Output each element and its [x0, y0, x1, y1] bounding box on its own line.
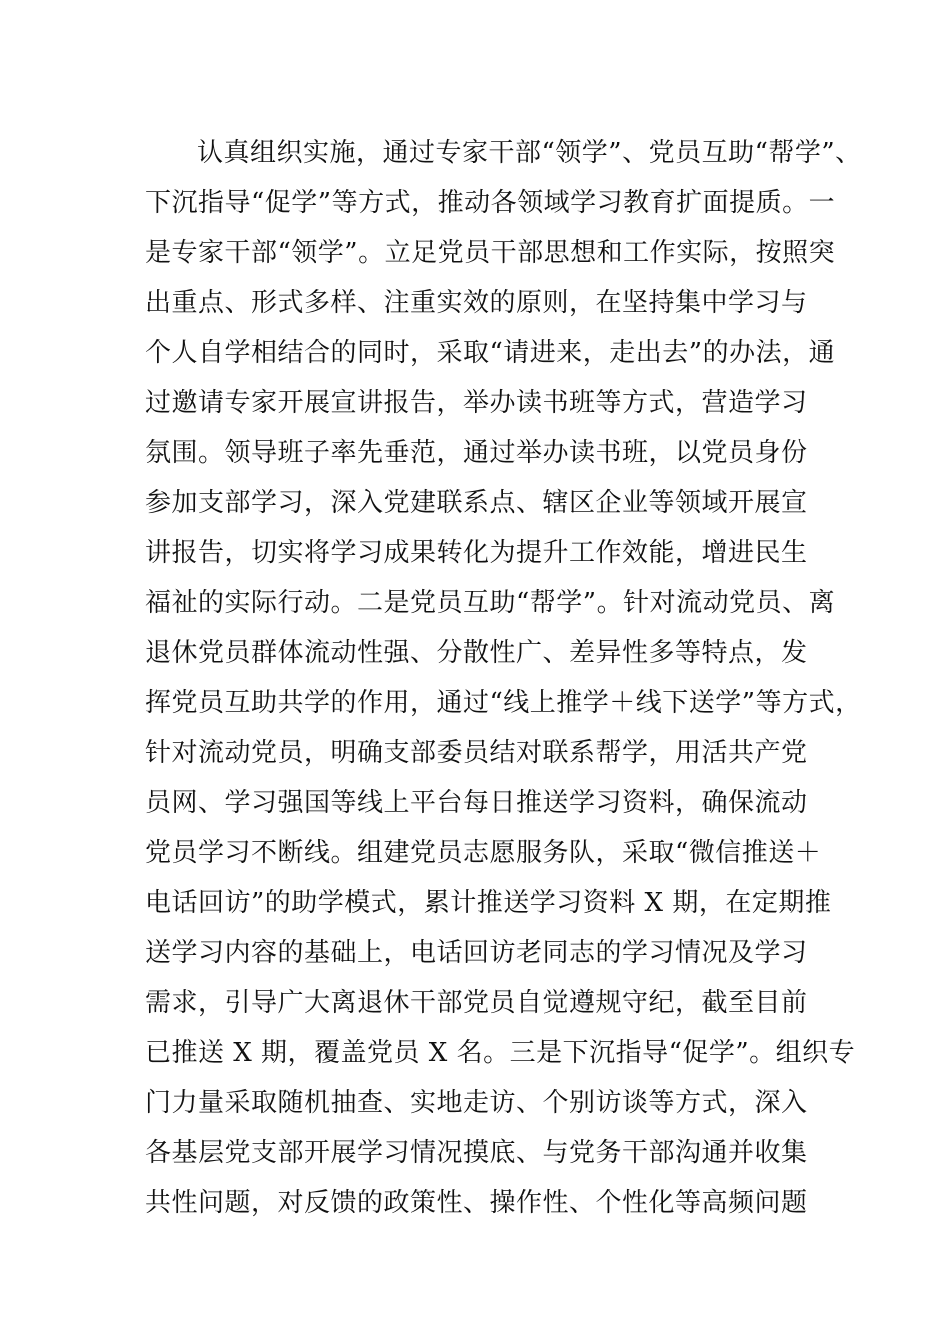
text-line: 党员学习不断线。组建党员志愿服务队，采取“微信推送＋	[145, 838, 822, 868]
text-line: 针对流动党员，明确支部委员结对联系帮学，用活共产党	[145, 738, 808, 768]
text-line: 送学习内容的基础上，电话回访老同志的学习情况及学习	[145, 938, 808, 968]
text-line: 已推送 X 期，覆盖党员 X 名。三是下沉指导“促学”。组织专	[145, 1038, 856, 1068]
text-line: 出重点、形式多样、注重实效的原则，在坚持集中学习与	[145, 288, 808, 318]
text-line: 门力量采取随机抽查、实地走访、个别访谈等方式，深入	[145, 1088, 808, 1118]
text-line: 福祉的实际行动。二是党员互助“帮学”。针对流动党员、离	[145, 588, 836, 618]
text-line: 退休党员群体流动性强、分散性广、差异性多等特点，发	[145, 638, 808, 668]
text-line: 电话回访”的助学模式，累计推送学习资料 X 期，在定期推	[145, 888, 832, 918]
text-line: 认真组织实施，通过专家干部“领学”、党员互助“帮学”、	[197, 138, 862, 168]
body-paragraph	[145, 128, 862, 1228]
text-line: 下沉指导“促学”等方式，推动各领域学习教育扩面提质。一	[145, 188, 836, 218]
text-line: 氛围。领导班子率先垂范，通过举办读书班，以党员身份	[145, 438, 808, 468]
text-line: 需求，引导广大离退休干部党员自觉遵规守纪，截至目前	[145, 988, 808, 1018]
text-line: 过邀请专家开展宣讲报告，举办读书班等方式，营造学习	[145, 388, 808, 418]
text-line: 参加支部学习，深入党建联系点、辖区企业等领域开展宣	[145, 488, 808, 518]
text-line: 是专家干部“领学”。立足党员干部思想和工作实际，按照突	[145, 238, 836, 268]
text-line: 讲报告，切实将学习成果转化为提升工作效能，增进民生	[145, 538, 808, 568]
text-line: 员网、学习强国等线上平台每日推送学习资料，确保流动	[145, 788, 808, 818]
text-line: 各基层党支部开展学习情况摸底、与党务干部沟通并收集	[145, 1138, 808, 1168]
text-line: 个人自学相结合的同时，采取“请进来，走出去”的办法，通	[145, 338, 836, 368]
text-line: 共性问题，对反馈的政策性、操作性、个性化等高频问题	[145, 1188, 808, 1218]
text-line: 挥党员互助共学的作用，通过“线上推学＋线下送学”等方式，	[145, 688, 862, 718]
